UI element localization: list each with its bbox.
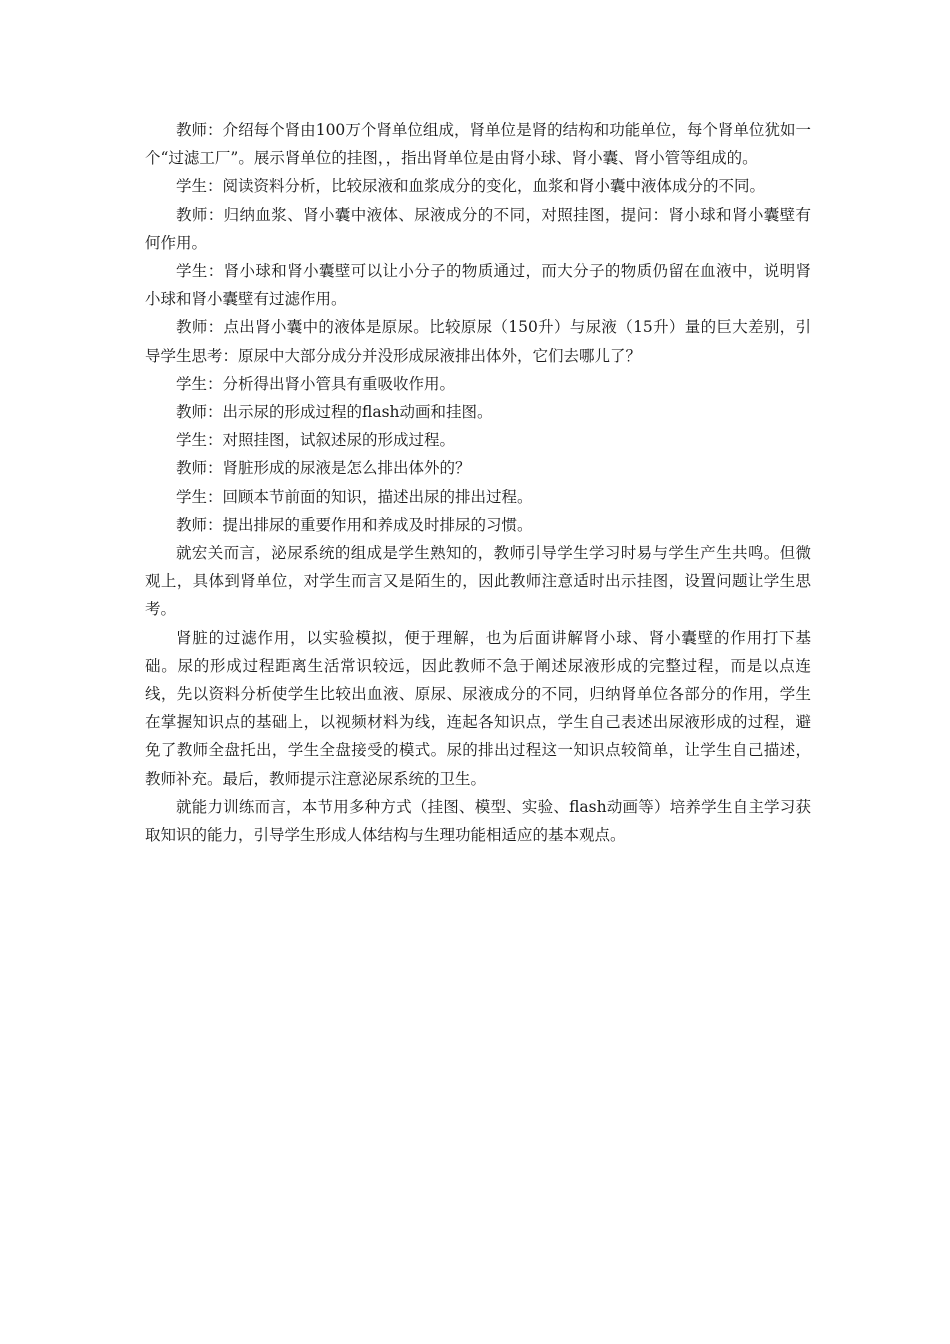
document-body bbox=[145, 116, 811, 849]
paragraph: 教师：介绍每个肾由100万个肾单位组成，肾单位是肾的结构和功能单位，每个肾单位犹如一个“过滤工厂”。展示肾单位的挂图，，指出肾单位是由肾小球、肾小囊、肾小管等组成的。 bbox=[145, 121, 811, 168]
paragraph: 学生：肾小球和肾小囊壁可以让小分子的物质通过，而大分子的物质仍留在血液中，说明肾小球和肾小囊壁有过滤作用。 bbox=[145, 262, 811, 309]
paragraph: 就宏关而言，泌尿系统的组成是学生熟知的，教师引导学生学习时易与学生产生共鸣。但微观上，具体到肾单位，对学生而言又是陌生的，因此教师注意适时出示挂图，设置问题让学生思考。 bbox=[145, 544, 811, 619]
paragraph: 就能力训练而言，本节用多种方式（挂图、模型、实验、flash动画等）培养学生自主学习获取知识的能力，引导学生形成人体结构与生理功能相适应的基本观点。 bbox=[145, 797, 811, 845]
paragraph: 教师：归纳血浆、肾小囊中液体、尿液成分的不同，对照挂图，提问：肾小球和肾小囊壁有何作用。 bbox=[145, 205, 811, 252]
paragraph: 教师：肾脏形成的尿液是怎么排出体外的？ bbox=[176, 459, 471, 478]
paragraph: 学生：回顾本节前面的知识，描述出尿的排出过程。 bbox=[176, 487, 533, 506]
paragraph: 教师：提出排尿的重要作用和养成及时排尿的习惯。 bbox=[176, 515, 533, 534]
paragraph: 教师：出示尿的形成过程的flash动画和挂图。 bbox=[176, 403, 493, 422]
paragraph: 教师：点出肾小囊中的液体是原尿。比较原尿（150升）与尿液（15升）量的巨大差别，引导学生思考：原尿中大部分成分并没形成尿液排出体外，它们去哪儿了？ bbox=[145, 318, 811, 365]
paragraph: 学生：对照挂图，试叙述尿的形成过程。 bbox=[176, 431, 456, 450]
paragraph: 学生：分析得出肾小管具有重吸收作用。 bbox=[176, 374, 456, 393]
paragraph: 学生：阅读资料分析，比较尿液和血浆成分的变化，血浆和肾小囊中液体成分的不同。 bbox=[176, 177, 766, 196]
paragraph: 肾脏的过滤作用，以实验模拟，便于理解，也为后面讲解肾小球、肾小囊壁的作用打下基础。尿的形成过程距离生活常识较远，因此教师不急于阐述尿液形成的完整过程，而是以点连线，先以资料分析使学生比较出血液、原尿、尿液成分的不同，归纳肾单位各部分的作用，学生在掌握知识点的基础上，以视频材料为线，连起各知识点，学生自己表述出尿液形成的过程，避免了教师全盘托出，学生全盘接受的模式。尿的排出过程这一知识点较简单，让学生自己描述，教师补充。最后，教师提示注意泌尿系统的卫生。 bbox=[145, 628, 811, 788]
